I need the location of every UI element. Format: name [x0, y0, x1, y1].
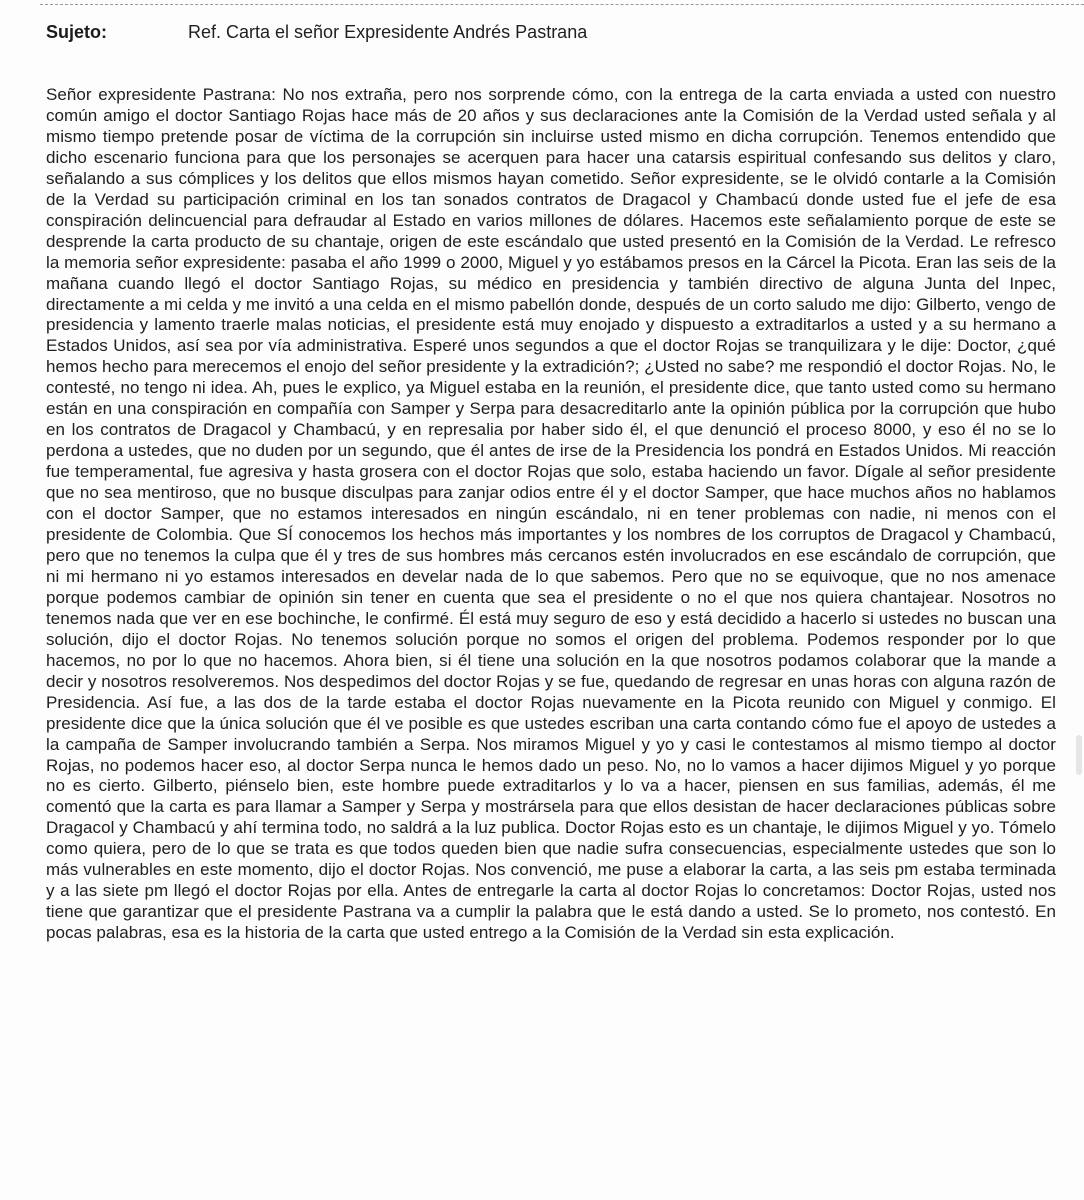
- scrollbar-thumb[interactable]: [1076, 735, 1082, 775]
- top-divider: [40, 0, 1084, 5]
- letter-body: Señor expresidente Pastrana: No nos extraña, pero nos sorprende cómo, con la entrega de la carta enviada a usted con nuestro común amigo el doctor Santiago Rojas hace más de 20 años y sus declaraciones ante la Comisión de la Verdad usted señala y al mismo tiempo pretende posar de víctima de la corrupción sin incluirse usted mismo en dicha corrupción. Tenemos entendido que dicho escenario funciona para que los personajes se acerquen para hacer una catarsis espiritual confesando sus delitos y claro, señalando a sus cómplices y los delitos que ellos mismos hayan cometido. Señor expresidente, se le olvidó contarle a la Comisión de la Verdad su participación criminal en los tan sonados contratos de Dragacol y Chambacú donde usted fue el jefe de esa conspiración delincuencial para defraudar al Estado en varios millones de dólares. Hacemos este señalamiento porque de este se desprende la carta producto de su chantaje, origen de este escándalo que usted presentó en la Comisión de la Verdad. Le refresco la memoria señor expresidente: pasaba el año 1999 o 2000, Miguel y yo estábamos presos en la Cárcel la Picota. Eran las seis de la mañana cuando llegó el doctor Santiago Rojas, su médico en presidencia y también directivo de alguna Junta del Inpec, directamente a mi celda y me invitó a una celda en el mismo pabellón donde, después de un corto saludo me dijo: Gilberto, vengo de presidencia y lamento traerle malas noticias, el presidente está muy enojado y dispuesto a extraditarlos a usted y a su hermano a Estados Unidos, así sea por vía administrativa. Esperé unos segundos a que el doctor Rojas se tranquilizara y le dije: Doctor, ¿qué hemos hecho para merecemos el enojo del señor presidente y la extradición?; ¿Usted no sabe? me respondió el doctor Rojas. No, le contesté, no tengo ni idea. Ah, pues le explico, ya Miguel estaba en la reunión, el presidente dice, que tanto usted como su hermano están en una conspiración en compañía con Samper y Serpa para desacreditarlo ante la opinión pública por la corrupción que hubo en los contratos de Dragacol y Chambacú, y en represalia por haber sido él, el que denunció el proceso 8000, y eso él no se lo perdona a ustedes, que no duden por un segundo, que él antes de irse de la Presidencia los pondrá en Estados Unidos. Mi reacción fue temperamental, fue agresiva y hasta grosera con el doctor Rojas que solo, estaba haciendo un favor. Dígale al señor presidente que no sea mentiroso, que no busque disculpas para zanjar odios entre él y el doctor Samper, que hace muchos años no hablamos con el doctor Samper, que no estamos interesados en ningún escándalo, ni en tener problemas con nadie, ni menos con el presidente de Colombia. Que SÍ conocemos los hechos más importantes y los nombres de los corruptos de Dragacol y Chambacú, pero que no tenemos la culpa que él y tres de sus hombres más cercanos estén involucrados en ese escándalo de corrupción, que ni mi hermano ni yo estamos interesados en develar nada de lo que sabemos. Pero que no se equivoque, que no nos amenace porque podemos cambiar de opinión sin tener en cuenta que sea el presidente o no el que nos quiera chantajear. Nosotros no tenemos nada que ver en ese bochinche, le confirmé. Él está muy seguro de eso y está decidido a hacerlo si ustedes no buscan una solución, dijo el doctor Rojas. No tenemos solución porque no somos el origen del problema. Podemos responder por lo que hacemos, no por lo que no hacemos. Ahora bien, si él tiene una solución en la que nosotros podamos colaborar que la mande a decir y nosotros resolveremos. Nos despedimos del doctor Rojas y se fue, quedando de regresar en unas horas con alguna razón de Presidencia. Así fue, a las dos de la tarde estaba el doctor Rojas nuevamente en la Picota reunido con Miguel y conmigo. El presidente dice que la única solución que él ve posible es que ustedes escriban una carta contando cómo fue el apoyo de ustedes a la campaña de Samper involucrando también a Serpa. Nos miramos Miguel y yo y casi le contestamos al mismo tiempo al doctor Rojas, no podemos hacer eso, al doctor Serpa nunca le hemos dado un peso. No, no lo vamos a hacer dijimos Miguel y yo porque no es cierto. Gilberto, piénselo bien, este hombre puede extraditarlos y lo va a hacer, piensen en sus familias, además, él me comentó que la carta es para llamar a Samper y Serpa y mostrársela para que ellos desistan de hacer declaraciones públicas sobre Dragacol y Chambacú y ahí termina todo, no saldrá a la luz publica. Doctor Rojas esto es un chantaje, le dijimos Miguel y yo. Tómelo como quiera, pero de lo que se trata es que todos queden bien que nadie sufra consecuencias, especialmente ustedes que son lo más vulnerables en este momento, dijo el doctor Rojas. Nos convenció, me puse a elaborar la carta, a las seis pm estaba terminada y a las siete pm llegó el doctor Rojas por ella. Antes de entregarle la carta al doctor Rojas lo concretamos: Doctor Rojas, usted nos tiene que garantizar que el presidente Pastrana va a cumplir la palabra que le está dando a usted. Se lo prometo, nos contestó. En pocas palabras, esa es la historia de la carta que usted entrego a la Comisión de la Verdad sin esta explicación.: [46, 85, 1056, 943]
- subject-label: Sujeto:: [46, 22, 107, 42]
- subject-reference: Ref. Carta el señor Expresidente Andrés Pastrana: [188, 22, 588, 42]
